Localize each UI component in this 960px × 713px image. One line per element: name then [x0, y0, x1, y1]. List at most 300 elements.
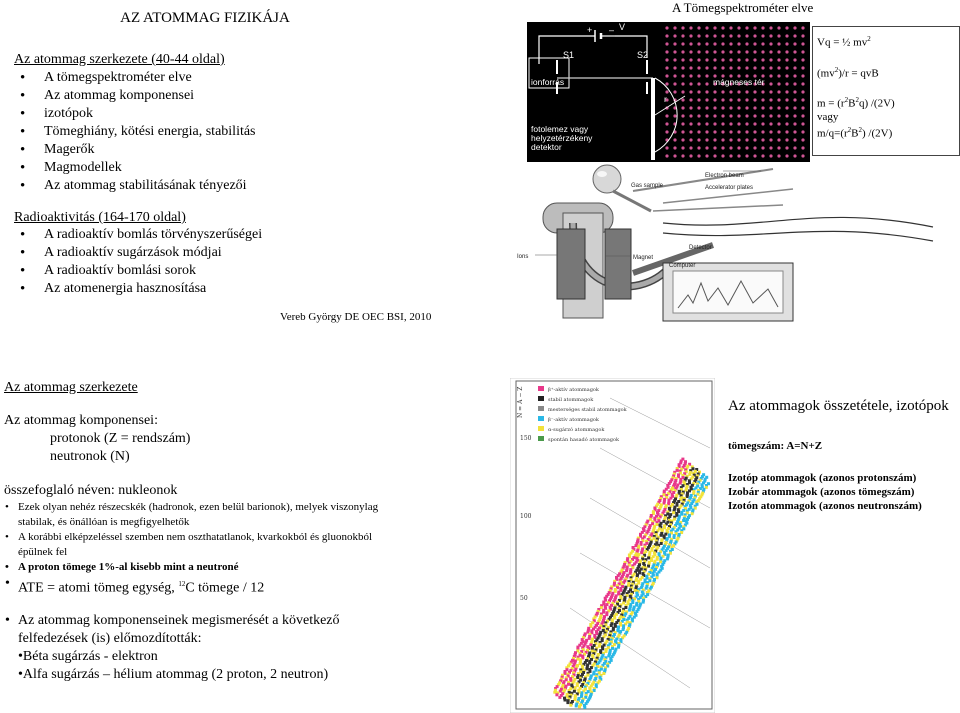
- field-dot: [705, 82, 708, 85]
- field-dot: [673, 82, 676, 85]
- field-dot: [713, 130, 716, 133]
- field-dot: [681, 66, 684, 69]
- field-dot: [681, 26, 684, 29]
- nuclide-cell: [564, 699, 567, 702]
- section2-list: [14, 226, 414, 298]
- field-dot: [721, 90, 724, 93]
- list-item: • A radioaktív bomlás törvényszerűségei: [14, 226, 414, 244]
- field-dot: [713, 26, 716, 29]
- field-dot: [737, 154, 740, 157]
- field-dot: [737, 122, 740, 125]
- field-dot: [769, 90, 772, 93]
- field-dot: [737, 66, 740, 69]
- field-dot: [761, 50, 764, 53]
- label-plus: +: [587, 25, 593, 35]
- field-dot: [793, 154, 796, 157]
- formula-box: [812, 26, 960, 156]
- field-dot: [785, 50, 788, 53]
- field-dot: [705, 98, 708, 101]
- field-dot: [761, 66, 764, 69]
- field-dot: [689, 130, 692, 133]
- field-dot: [801, 114, 804, 117]
- field-dot: [777, 114, 780, 117]
- field-dot: [793, 138, 796, 141]
- field-dot: [745, 34, 748, 37]
- isotone-line: Izotón atommagok (azonos neutronszám): [728, 500, 922, 512]
- field-dot: [697, 154, 700, 157]
- formula-2b: )/r = qvB: [838, 67, 879, 80]
- section1-title: [14, 52, 414, 68]
- field-dot: [801, 26, 804, 29]
- field-dot: [713, 50, 716, 53]
- formula-5: $m/q=(r^2B^2)$ /(2V): [817, 125, 893, 140]
- field-dot: [801, 106, 804, 109]
- field-dot: [729, 106, 732, 109]
- field-dot: [665, 66, 668, 69]
- field-dot: [729, 130, 732, 133]
- field-dot: [769, 146, 772, 149]
- ate-text-a: ATE = atomi tömeg egység,: [18, 580, 179, 596]
- field-dot: [689, 26, 692, 29]
- field-dot: [665, 50, 668, 53]
- label-detector-3: detektor: [531, 142, 562, 152]
- field-dot: [721, 146, 724, 149]
- label-r: r: [664, 94, 667, 104]
- nuclide-cell: [610, 624, 613, 627]
- field-dot: [689, 74, 692, 77]
- formula-3c: q) /(2V): [858, 97, 895, 110]
- tick-label: 100: [520, 513, 532, 520]
- nuclide-cell: [583, 706, 586, 709]
- field-dot: [721, 122, 724, 125]
- field-dot: [769, 98, 772, 101]
- section1-title-text: Az atommag szerkezete (40-44 oldal): [14, 52, 225, 67]
- field-dot: [801, 42, 804, 45]
- discovery-intro: • Az atommag komponenseinek megismerését a következő felfedezések (is) előmozdították:: [4, 612, 384, 648]
- field-dot: [801, 146, 804, 149]
- field-dot: [681, 114, 684, 117]
- legend-swatch-yellow: [538, 426, 544, 431]
- field-dot: [785, 26, 788, 29]
- field-dot: [745, 58, 748, 61]
- small-bullets: [4, 500, 384, 575]
- isotope-block: [728, 471, 922, 513]
- field-dot: [681, 42, 684, 45]
- nuclide-cell: [649, 518, 652, 521]
- field-dot: [753, 26, 756, 29]
- field-dot: [777, 42, 780, 45]
- formula-5a: m/q=(r: [817, 127, 848, 140]
- formula-2: $(mv^2)/r$ = qvB: [817, 65, 879, 80]
- field-dot: [745, 66, 748, 69]
- label-magnet: Magnet: [633, 255, 654, 261]
- label-gas-sample: Gas sample: [631, 183, 664, 189]
- list-item-bold: • A proton tömege 1%-al kisebb mint a neutroné: [4, 560, 384, 575]
- field-dot: [697, 114, 700, 117]
- components-title: Az atommag komponensei:: [4, 413, 158, 428]
- field-dot: [745, 122, 748, 125]
- field-dot: [713, 114, 716, 117]
- field-dot: [721, 106, 724, 109]
- field-dot: [777, 66, 780, 69]
- field-dot: [697, 90, 700, 93]
- label-ion-source: ionforrás: [531, 77, 565, 87]
- field-dot: [705, 130, 708, 133]
- field-dot: [793, 42, 796, 45]
- field-dot: [777, 130, 780, 133]
- nuclide-cell: [576, 676, 579, 679]
- list-item: • A radioaktív bomlási sorok: [14, 262, 414, 280]
- discovery-item-text: Béta sugárzás - elektron: [22, 648, 158, 664]
- field-dot: [777, 50, 780, 53]
- label-ions: Ions: [517, 254, 529, 260]
- section1: [14, 52, 414, 195]
- field-dot: [761, 114, 764, 117]
- field-dot: [705, 90, 708, 93]
- field-dot: [705, 26, 708, 29]
- field-dot: [721, 130, 724, 133]
- field-dot: [689, 66, 692, 69]
- section2: [14, 210, 414, 298]
- field-dot: [745, 138, 748, 141]
- field-dot: [785, 42, 788, 45]
- field-dot: [729, 26, 732, 29]
- field-dot: [801, 58, 804, 61]
- field-dot: [689, 82, 692, 85]
- field-dot: [713, 58, 716, 61]
- field-dot: [665, 58, 668, 61]
- nuclide-cell: [691, 512, 694, 515]
- field-dot: [721, 154, 724, 157]
- nuclide-cell: [662, 520, 665, 523]
- field-dot: [737, 90, 740, 93]
- field-dot: [777, 106, 780, 109]
- list-item: • A radioaktív sugárzások módjai: [14, 244, 414, 262]
- field-dot: [673, 34, 676, 37]
- nuclide-cell: [598, 645, 601, 648]
- legend-label: stabil atommagok: [548, 397, 594, 403]
- formula-1: Vq = ½ $mv^2$: [817, 35, 871, 49]
- field-dot: [737, 130, 740, 133]
- nuclide-cell: [602, 629, 605, 632]
- mass-spectrometer-diagram: [527, 22, 810, 162]
- field-dot: [681, 138, 684, 141]
- label-accelerator: Accelerator plates: [705, 185, 754, 191]
- nuclide-cell: [588, 637, 591, 640]
- field-dot: [673, 66, 676, 69]
- field-dot: [769, 34, 772, 37]
- field-dot: [793, 34, 796, 37]
- field-dot: [697, 50, 700, 53]
- ate-item: [4, 575, 494, 598]
- field-dot: [753, 138, 756, 141]
- field-dot: [761, 26, 764, 29]
- formula-5c: ) /(2V): [862, 127, 893, 140]
- field-dot: [721, 50, 724, 53]
- field-dot: [721, 58, 724, 61]
- field-dot: [729, 66, 732, 69]
- field-dot: [793, 106, 796, 109]
- field-dot: [753, 114, 756, 117]
- formula-3b: B: [848, 97, 856, 110]
- nuclide-cell: [660, 542, 663, 545]
- field-dot: [721, 34, 724, 37]
- field-dot: [769, 74, 772, 77]
- nuclide-cell: [628, 609, 631, 612]
- nuclide-cell: [640, 551, 643, 554]
- field-dot: [761, 122, 764, 125]
- field-dot: [745, 90, 748, 93]
- field-dot: [673, 50, 676, 53]
- nuclide-cell: [642, 601, 645, 604]
- field-dot: [745, 98, 748, 101]
- nuclide-cell: [635, 544, 638, 547]
- legend-swatch-cyan: [538, 416, 544, 421]
- field-dot: [753, 154, 756, 157]
- tick-label: 50: [520, 595, 528, 602]
- field-dot: [793, 114, 796, 117]
- isotope-line: Izotóp atommagok (azonos protonszám): [728, 472, 917, 484]
- discovery-item: •Béta sugárzás - elektron: [18, 648, 158, 664]
- ate-text-b: C tömege / 12: [185, 580, 265, 596]
- neutrons-line: neutronok (N): [50, 449, 130, 464]
- field-dot: [681, 82, 684, 85]
- field-dot: [761, 154, 764, 157]
- field-dot: [801, 154, 804, 157]
- nuclide-cell: [622, 602, 625, 605]
- nuclide-cell: [559, 690, 562, 693]
- field-dot: [729, 146, 732, 149]
- nuclide-cell: [575, 704, 578, 707]
- field-dot: [665, 74, 668, 77]
- field-dot: [793, 146, 796, 149]
- field-dot: [729, 42, 732, 45]
- nuclide-cell: [660, 534, 663, 537]
- legend-swatch-green: [538, 436, 544, 441]
- field-dot: [769, 114, 772, 117]
- field-dot: [793, 82, 796, 85]
- list-item: • Ezek olyan nehéz részecskék (hadronok, ezen belül barionok), melyek viszonylag stabilak, és önállóan is megfigyelhetők: [4, 500, 384, 530]
- field-dot: [697, 42, 700, 45]
- field-dot: [737, 146, 740, 149]
- field-dot: [681, 74, 684, 77]
- field-dot: [793, 90, 796, 93]
- field-dot: [697, 122, 700, 125]
- nuclide-cell: [585, 667, 588, 670]
- field-dot: [697, 138, 700, 141]
- list-item: • Az atomenergia hasznosítása: [14, 280, 414, 298]
- list-item: • A korábbi elképzeléssel szemben nem oszthatatlanok, kvarkokból és gluonokból épülnek fel: [4, 530, 384, 560]
- field-dot: [785, 58, 788, 61]
- field-dot: [713, 34, 716, 37]
- field-dot: [681, 122, 684, 125]
- label-detector: Detector: [689, 245, 712, 251]
- field-dot: [673, 146, 676, 149]
- list-item: • Az atommag stabilitásának tényezői: [14, 177, 414, 195]
- ate-bullet: [4, 575, 494, 598]
- field-dot: [753, 58, 756, 61]
- formula-4: vagy: [817, 110, 839, 123]
- label-detector-1: fotolemez vagy: [531, 124, 589, 134]
- field-dot: [793, 50, 796, 53]
- field-dot: [801, 130, 804, 133]
- field-dot: [769, 82, 772, 85]
- field-dot: [801, 74, 804, 77]
- isobar-line: Izobár atommagok (azonos tömegszám): [728, 486, 915, 498]
- field-dot: [681, 146, 684, 149]
- field-dot: [681, 58, 684, 61]
- field-dot: [673, 114, 676, 117]
- field-dot: [729, 122, 732, 125]
- field-dot: [689, 122, 692, 125]
- field-dot: [681, 50, 684, 53]
- protons-line: protonok (Z = rendszám): [50, 431, 191, 446]
- field-dot: [737, 106, 740, 109]
- tick-label: 150: [520, 435, 532, 442]
- list-item: • Az atommag komponensei: [14, 87, 414, 105]
- field-dot: [705, 66, 708, 69]
- field-dot: [721, 138, 724, 141]
- field-dot: [673, 90, 676, 93]
- mass-number-line: tömegszám: A=N+Z: [728, 440, 823, 452]
- field-dot: [777, 98, 780, 101]
- field-dot: [801, 122, 804, 125]
- legend-swatch-dark: [538, 396, 544, 401]
- section1-list: [14, 69, 414, 195]
- field-dot: [753, 98, 756, 101]
- field-dot: [737, 114, 740, 117]
- field-dot: [697, 66, 700, 69]
- field-dot: [705, 42, 708, 45]
- field-dot: [801, 66, 804, 69]
- slide3: [4, 380, 494, 684]
- field-dot: [697, 74, 700, 77]
- field-dot: [729, 34, 732, 37]
- field-dot: [745, 114, 748, 117]
- label-magnetic-field: mágneses tér: [713, 77, 765, 87]
- field-dot: [801, 138, 804, 141]
- field-dot: [697, 98, 700, 101]
- nuclide-cell: [579, 662, 582, 665]
- field-dot: [697, 58, 700, 61]
- field-dot: [785, 130, 788, 133]
- nuclide-cell: [635, 579, 638, 582]
- field-dot: [721, 42, 724, 45]
- nuclide-cell: [558, 696, 561, 699]
- slide1-footer: Vereb György DE OEC BSI, 2010: [280, 311, 432, 323]
- field-dot: [785, 138, 788, 141]
- field-dot: [665, 146, 668, 149]
- field-dot: [761, 106, 764, 109]
- field-dot: [665, 114, 668, 117]
- field-dot: [761, 42, 764, 45]
- nuclide-cell: [569, 704, 572, 707]
- field-dot: [777, 82, 780, 85]
- field-dot: [785, 66, 788, 69]
- apparatus-illustration: [513, 163, 960, 325]
- field-dot: [713, 138, 716, 141]
- nuclide-cell: [634, 589, 637, 592]
- nuclide-cell: [578, 705, 581, 708]
- field-dot: [713, 106, 716, 109]
- field-dot: [705, 50, 708, 53]
- field-dot: [793, 98, 796, 101]
- field-dot: [761, 130, 764, 133]
- nuclide-cell: [589, 643, 592, 646]
- field-dot: [737, 50, 740, 53]
- field-dot: [777, 58, 780, 61]
- field-dot: [705, 122, 708, 125]
- field-dot: [769, 130, 772, 133]
- label-computer: Computer: [669, 263, 696, 269]
- field-dot: [673, 58, 676, 61]
- nuclide-cell: [682, 519, 685, 522]
- field-dot: [713, 154, 716, 157]
- field-dot: [785, 34, 788, 37]
- field-dot: [665, 26, 668, 29]
- list-item: • Magerők: [14, 141, 414, 159]
- nuclide-cell: [640, 586, 643, 589]
- discovery-bullet: [4, 612, 384, 648]
- legend-label: mesterséges stabil atommagok: [548, 407, 627, 413]
- field-dot: [801, 34, 804, 37]
- field-dot: [681, 154, 684, 157]
- slide1-title: AZ ATOMMAG FIZIKÁJA: [120, 10, 290, 26]
- field-dot: [665, 122, 668, 125]
- field-dot: [689, 34, 692, 37]
- formula-2a: (mv: [817, 67, 835, 80]
- field-dot: [785, 114, 788, 117]
- field-dot: [745, 106, 748, 109]
- field-dot: [697, 34, 700, 37]
- field-dot: [665, 42, 668, 45]
- field-dot: [801, 82, 804, 85]
- field-dot: [753, 106, 756, 109]
- field-dot: [745, 130, 748, 133]
- field-dot: [785, 98, 788, 101]
- nuclide-cell: [625, 569, 628, 572]
- field-dot: [681, 98, 684, 101]
- field-dot: [673, 154, 676, 157]
- field-dot: [705, 74, 708, 77]
- field-dot: [705, 34, 708, 37]
- field-dot: [785, 82, 788, 85]
- legend-swatch-pink: [538, 386, 544, 391]
- field-dot: [681, 130, 684, 133]
- ate-sup: 12: [178, 580, 186, 588]
- nuclide-chart: [510, 378, 715, 713]
- list-item: • A tömegspektrométer elve: [14, 69, 414, 87]
- field-dot: [777, 138, 780, 141]
- field-dot: [761, 90, 764, 93]
- field-dot: [721, 98, 724, 101]
- nuclide-cell: [602, 672, 605, 675]
- formula-3a: m = (r: [817, 97, 845, 110]
- field-dot: [689, 90, 692, 93]
- field-dot: [697, 106, 700, 109]
- nuclide-cell: [647, 565, 650, 568]
- field-dot: [681, 34, 684, 37]
- field-dot: [793, 58, 796, 61]
- nuclide-cell: [616, 629, 619, 632]
- discovery-items: [4, 648, 494, 684]
- field-dot: [729, 50, 732, 53]
- field-dot: [793, 66, 796, 69]
- nuclide-cell: [647, 556, 650, 559]
- field-dot: [801, 98, 804, 101]
- field-dot: [737, 98, 740, 101]
- discovery-item-text: Alfa sugárzás – hélium atommag (2 proton, 2 neutron): [22, 666, 329, 682]
